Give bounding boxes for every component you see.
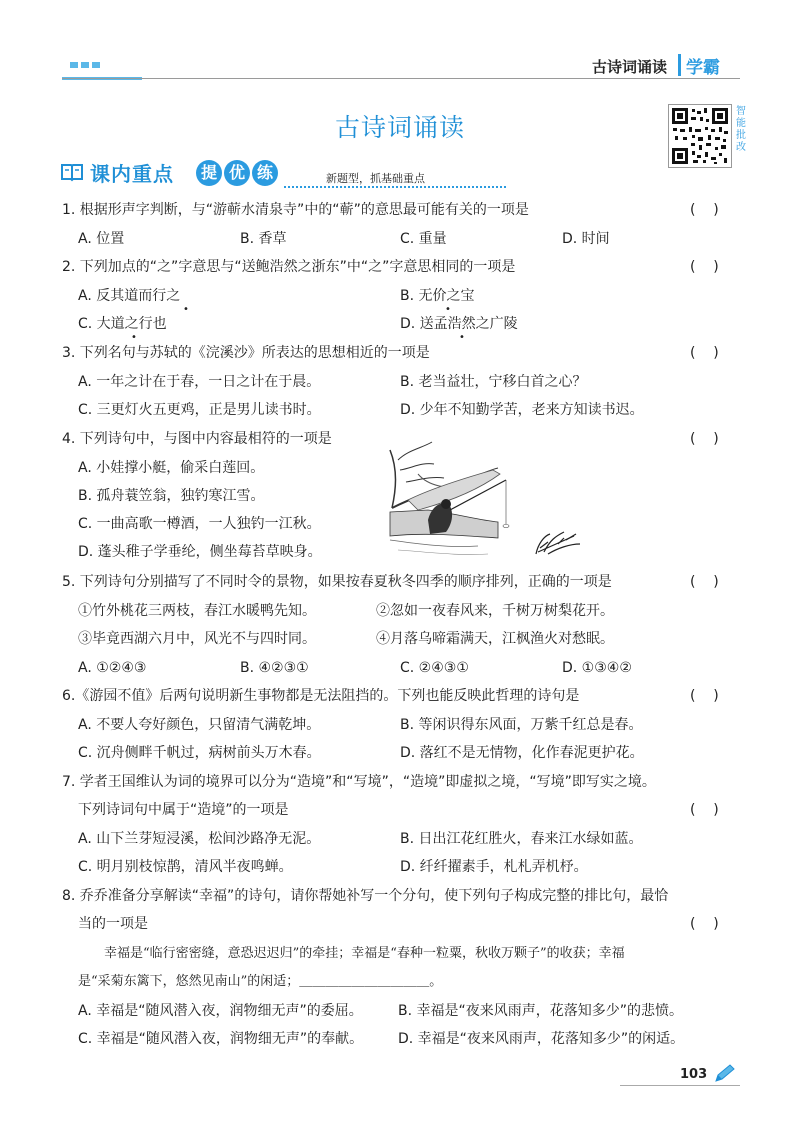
q8-option-d: D. 幸福是“夜来风雨声，花落知多少”的闲适。 <box>398 1031 685 1047</box>
question-6-stem: 6.《游园不值》后两句说明新生事物都是无法阻挡的。下列也能反映此哲理的诗句是 <box>62 688 580 704</box>
section-dotted-line <box>284 186 506 188</box>
pencil-icon <box>714 1063 738 1083</box>
q5-option-b: B. ④②③① <box>240 660 309 676</box>
q5-poem-line-2: ②忽如一夜春风来，千树万树梨花开。 <box>376 603 614 619</box>
q1-option-b: B. 香草 <box>240 231 287 247</box>
answer-blank-5[interactable]: ( ) <box>690 574 719 590</box>
question-2-stem: 2. 下列加点的“之”字意思与“送鲍浩然之浙东”中“之”字意思相同的一项是 <box>62 259 516 275</box>
section-pill-2: 优 <box>224 160 250 186</box>
question-5-stem: 5. 下列诗句分别描写了不同时令的景物，如果按春夏秋冬四季的顺序排列，正确的一项是 <box>62 574 612 590</box>
q3-option-c: C. 三更灯火五更鸡，正是男儿读书时。 <box>78 402 321 418</box>
q1-option-c: C. 重量 <box>400 231 447 247</box>
header-decoration <box>70 62 100 68</box>
section-label: 课内重点 <box>90 162 174 186</box>
answer-blank-6[interactable]: ( ) <box>690 688 719 704</box>
emphasis-dot: • <box>131 332 137 343</box>
header-rule <box>62 78 740 79</box>
q6-option-c: C. 沉舟侧畔千帆过，病树前头万木春。 <box>78 745 321 761</box>
q4-option-a: A. 小娃撑小艇，偷采白莲回。 <box>78 460 265 476</box>
qr-code[interactable] <box>668 104 732 168</box>
qr-side-label: 智能批改 <box>736 106 746 153</box>
q8-option-a: A. 幸福是“随风潜入夜，润物细无声”的委屈。 <box>78 1003 363 1019</box>
brand-logo: 学霸 <box>686 58 720 78</box>
emphasis-dot: • <box>459 332 465 343</box>
page-title: 古诗词诵读 <box>334 113 465 142</box>
brand-divider <box>678 54 681 76</box>
q2-option-c: C. 大道之行也 <box>78 316 167 332</box>
q8-passage-line-1: 幸福是“临行密密缝，意恐迟迟归”的牵挂；幸福是“春种一粒粟，秋收万颗子”的收获；幸福 <box>104 946 625 961</box>
q7-option-a: A. 山下兰芽短浸溪，松间沙路净无泥。 <box>78 831 321 847</box>
qr-code-graphic <box>669 105 731 167</box>
question-4-stem: 4. 下列诗句中，与图中内容最相符的一项是 <box>62 431 332 447</box>
q5-poem-line-1: ①竹外桃花三两枝，春江水暖鸭先知。 <box>78 603 316 619</box>
q5-option-d: D. ①③④② <box>562 660 632 676</box>
page-header <box>0 0 800 80</box>
q5-option-c: C. ②④③① <box>400 660 469 676</box>
q4-option-d: D. 蓬头稚子学垂纶，侧坐莓苔草映身。 <box>78 544 322 560</box>
q6-option-b: B. 等闲识得东风面，万紫千红总是春。 <box>400 717 643 733</box>
question-3-stem: 3. 下列名句与苏轼的《浣溪沙》所表达的思想相近的一项是 <box>62 345 430 361</box>
fishing-illustration <box>388 440 588 570</box>
answer-blank-2[interactable]: ( ) <box>690 259 719 275</box>
answer-blank-7[interactable]: ( ) <box>690 802 719 818</box>
q8-option-b: B. 幸福是“夜来风雨声，花落知多少”的悲愤。 <box>398 1003 684 1019</box>
q7-option-b: B. 日出江花红胜火，春来江水绿如蓝。 <box>400 831 643 847</box>
q3-option-d: D. 少年不知勤学苦，老来方知读书迟。 <box>400 402 644 418</box>
answer-blank-8[interactable]: ( ) <box>690 916 719 932</box>
q2-option-d: D. 送孟浩然之广陵 <box>400 316 518 332</box>
section-pill-3: 练 <box>252 160 278 186</box>
answer-blank-3[interactable]: ( ) <box>690 345 719 361</box>
q6-option-d: D. 落红不是无情物，化作春泥更护花。 <box>400 745 644 761</box>
answer-blank-1[interactable]: ( ) <box>690 202 719 218</box>
emphasis-dot: • <box>183 304 189 315</box>
section-heading <box>60 158 460 188</box>
book-icon <box>60 162 84 182</box>
section-note: 新题型，抓基础重点 <box>326 172 425 185</box>
q5-poem-line-3: ③毕竟西湖六月中，风光不与四时同。 <box>78 631 316 647</box>
q3-option-b: B. 老当益壮，宁移白首之心？ <box>400 374 587 390</box>
q4-option-c: C. 一曲高歌一樽酒，一人独钓一江秋。 <box>78 516 321 532</box>
q5-poem-line-4: ④月落乌啼霜满天，江枫渔火对愁眠。 <box>376 631 614 647</box>
q1-option-a: A. 位置 <box>78 231 125 247</box>
page-number: 103 <box>680 1067 708 1082</box>
question-8-stem: 8. 乔乔准备分享解读“幸福”的诗句，请你帮她补写一个分句，使下列句子构成完整的排比句，最恰 <box>62 888 669 904</box>
question-1-stem: 1. 根据形声字判断，与“游蕲水清泉寺”中的“蕲”的意思最可能有关的一项是 <box>62 202 529 218</box>
q7-option-c: C. 明月别枝惊鹊，清风半夜鸣蝉。 <box>78 859 293 875</box>
q3-option-a: A. 一年之计在于春，一日之计在于晨。 <box>78 374 321 390</box>
q1-option-d: D. 时间 <box>562 231 610 247</box>
q8-option-c: C. 幸福是“随风潜入夜，润物细无声”的奉献。 <box>78 1031 364 1047</box>
answer-blank-4[interactable]: ( ) <box>690 431 719 447</box>
q7-option-d: D. 纤纤擢素手，札札弄机杼。 <box>400 859 588 875</box>
section-pill-1: 提 <box>196 160 222 186</box>
header-section-title: 古诗词诵读 <box>592 58 668 76</box>
q8-passage-line-2: 是“采菊东篱下，悠然见南山”的闲适；＿＿＿＿＿＿＿＿＿＿。 <box>78 974 443 989</box>
q4-option-b: B. 孤舟蓑笠翁，独钓寒江雪。 <box>78 488 265 504</box>
q2-option-b: B. 无价之宝 <box>400 288 475 304</box>
q2-option-a: A. 反其道而行之 <box>78 288 181 304</box>
footer-rule <box>620 1085 740 1086</box>
emphasis-dot: • <box>445 304 451 315</box>
q5-option-a: A. ①②④③ <box>78 660 147 676</box>
question-7-stem: 7. 学者王国维认为词的境界可以分为“造境”和“写境”，“造境”即虚拟之境，“写境”即写实之境。 <box>62 774 656 790</box>
q6-option-a: A. 不要人夸好颜色，只留清气满乾坤。 <box>78 717 321 733</box>
question-7-stem-cont: 下列诗词句中属于“造境”的一项是 <box>78 802 289 818</box>
question-8-stem-cont: 当的一项是 <box>78 916 148 932</box>
